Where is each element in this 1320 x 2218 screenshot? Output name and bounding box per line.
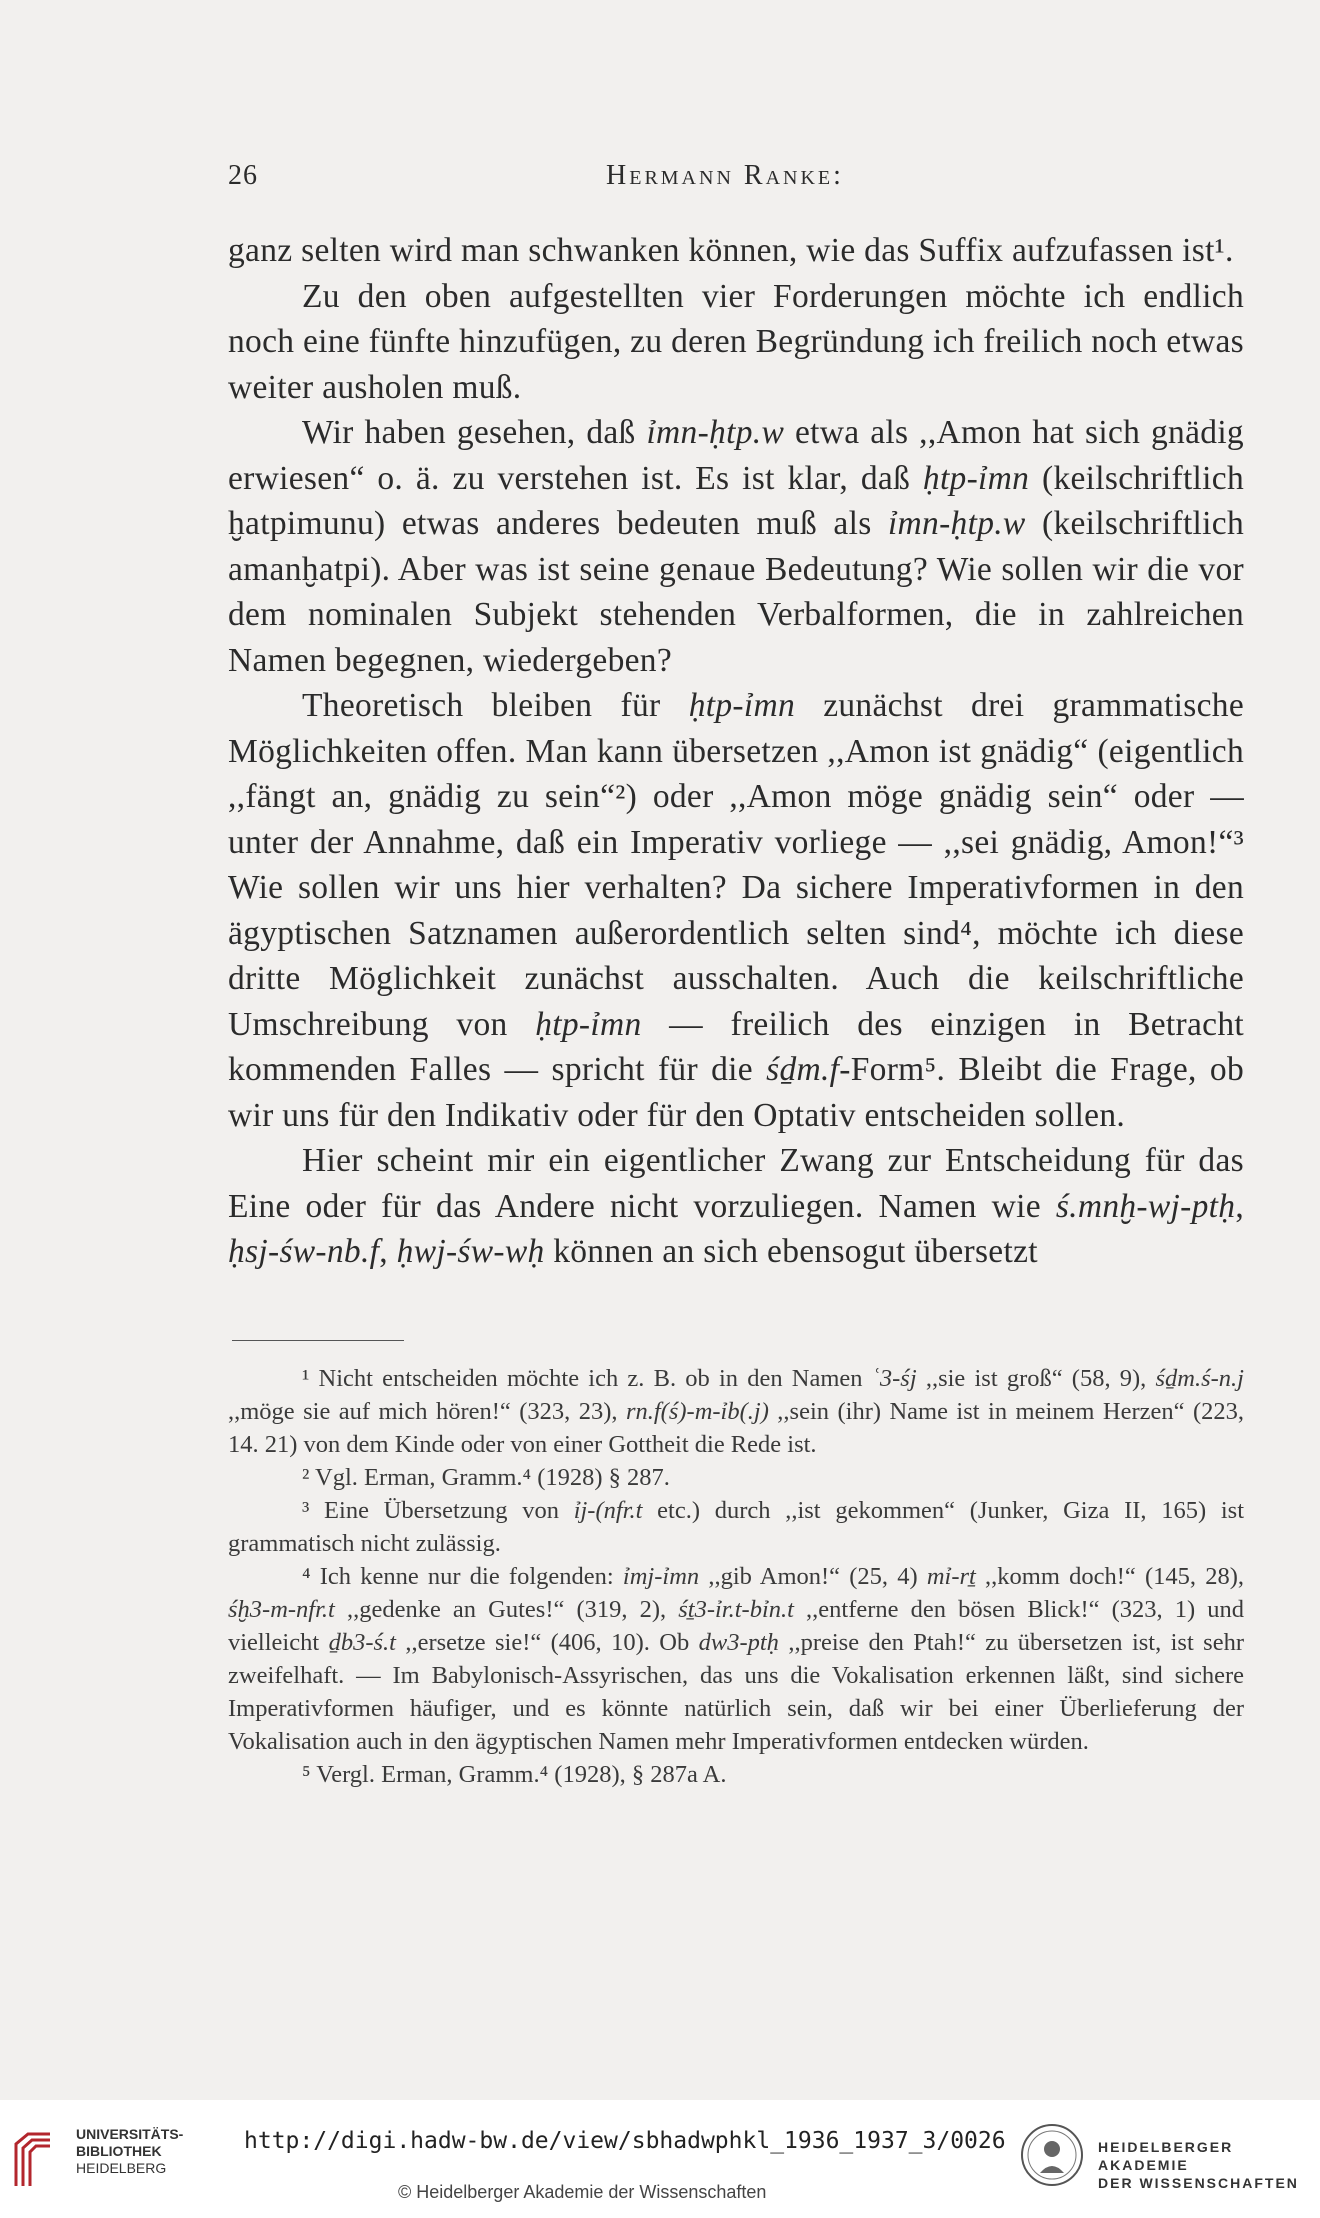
translit: ỉmn-ḥtp.w bbox=[887, 505, 1026, 542]
translit: ḥsj-św-nb.f bbox=[228, 1233, 380, 1270]
permalink-url[interactable]: http://digi.hadw-bw.de/view/sbhadwphkl_1936_1937_3/0026 bbox=[244, 2128, 1006, 2154]
translit: ỉmn-ḥtp.w bbox=[646, 414, 785, 451]
running-title: Hermann Ranke: bbox=[606, 160, 844, 191]
translit: ḥtp-ỉmn bbox=[535, 1005, 642, 1043]
footnotes bbox=[228, 1362, 1244, 1791]
academy-name: HEIDELBERGER AKADEMIE DER WISSENSCHAFTEN bbox=[1098, 2139, 1299, 2191]
footnote-4: ⁴ Ich kenne nur die folgenden: ỉmj-ỉmn ,,gib Amon!“ (25, 4) mỉ-rṯ ,,komm doch!“ (145, 28), śḫ3-m-nfr.t ,,gedenke an Gutes!“ (319, 2), śṯ3-ỉr.t-bỉn.t ,,entferne den bösen Blick!“ (323, 1) und vielleicht ḏb3-ś.t ,,ersetze sie!“ (406, 10). Ob dw3-ptḥ ,,preise den Ptah!“ zu übersetzen ist, ist sehr zweifelhaft. — Im Babylonisch-Assyrischen, das uns die Vokalisation erkennen läßt, sind sichere Imperativformen häufiger, und es könnte natürlich sein, daß wir bei einer Überlieferung der Vokalisation auch in den ägyptischen Namen mehr Imperativformen entdecken würden. bbox=[228, 1563, 1244, 1755]
paragraph-1: ganz selten wird man schwanken können, wie das Suffix aufzufassen ist¹. bbox=[228, 232, 1234, 269]
footnote-3: ³ Eine Übersetzung von ỉj-(nfr.t etc.) durch ,,ist gekommen“ (Junker, Giza II, 165) ist grammatisch nicht zulässig. bbox=[228, 1497, 1245, 1557]
translit: ḥtp-ỉmn bbox=[688, 687, 796, 724]
paragraph-3: Wir haben gesehen, daß ỉmn-ḥtp.w etwa als ,,Amon hat sich gnädig erwiesen“ o. ä. zu verstehen ist. Es ist klar, daß ḥtp-ỉmn (keilschriftlich ḫatpimunu) etwas anderes bedeuten muß als ỉmn-ḥtp.w (keilschriftlich amanḫatpi). Aber was ist seine genaue Bedeutung? Wie sollen wir die vor dem nominalen Subjekt stehenden Verbalformen, die in zahlreichen Namen begegnen, wiedergeben? bbox=[228, 414, 1244, 679]
paragraph-4: Theoretisch bleiben für ḥtp-ỉmn zunächst drei grammatische Möglichkeiten offen. Man kann übersetzen ,,Amon ist gnädig“ (eigentlich ,,fängt an, gnädig zu sein“²) oder ,,Amon möge gnädig sein“ oder — unter der Annahme, daß ein Imperativ vorliege — ,,sei gnädig, Amon!“³ Wie sollen wir uns hier verhalten? Da sichere Imperativformen in den ägyptischen Satznamen außerordentlich selten sind⁴, möchte ich diese dritte Möglichkeit zunächst ausschalten. Auch die keilschriftliche Umschreibung von ḥtp-ỉmn — freilich des einzigen in Betracht kommenden Falles — spricht für die śḏm.f-Form⁵. Bleibt die Frage, ob wir uns für den Indikativ oder für den Optativ entscheiden sollen. bbox=[228, 687, 1244, 1134]
translit: ḥwj-św-wḥ bbox=[396, 1233, 545, 1270]
footnote-divider bbox=[232, 1340, 404, 1341]
footnote-1: ¹ Nicht entscheiden möchte ich z. B. ob in den Namen ʿ3-śj ,,sie ist groß“ (58, 9), śḏm.ś-n.j ,,möge sie auf mich hören!“ (323, 23), rn.f(ś)-m-ỉb(.j) ,,sein (ihr) Name ist in meinem Herzen“ (223, 14. 21) von dem Kinde oder von einer Gottheit die Rede ist. bbox=[228, 1365, 1244, 1458]
footnote-2: ² Vgl. Erman, Gramm.⁴ (1928) § 287. bbox=[302, 1464, 670, 1491]
paragraph-5: Hier scheint mir ein eigentlicher Zwang zur Entscheidung für das Eine oder für das Andere nicht vorzuliegen. Namen wie ś.mnḫ-wj-ptḥ, ḥsj-św-nb.f, ḥwj-św-wḥ können an sich ebensogut übersetzt bbox=[228, 1142, 1244, 1270]
university-library-name: UNIVERSITÄTS- BIBLIOTHEK HEIDELBERG bbox=[76, 2126, 184, 2176]
university-library-logo-icon bbox=[12, 2130, 54, 2190]
body-text bbox=[228, 228, 1244, 1275]
translit: ś.mnḫ-wj-ptḥ bbox=[1055, 1187, 1236, 1225]
page-number: 26 bbox=[228, 160, 258, 191]
translit: śḏm.f bbox=[766, 1051, 840, 1088]
footnote-5: ⁵ Vergl. Erman, Gramm.⁴ (1928), § 287a A. bbox=[302, 1761, 727, 1788]
copyright-notice: © Heidelberger Akademie der Wissenschaften bbox=[398, 2182, 767, 2202]
paragraph-2: Zu den oben aufgestellten vier Forderungen möchte ich endlich noch eine fünfte hinzufügen, zu deren Begründung ich freilich noch etwas weiter ausholen muß. bbox=[228, 277, 1244, 406]
academy-seal-icon bbox=[1020, 2123, 1084, 2187]
translit: ḥtp-ỉmn bbox=[922, 459, 1030, 497]
